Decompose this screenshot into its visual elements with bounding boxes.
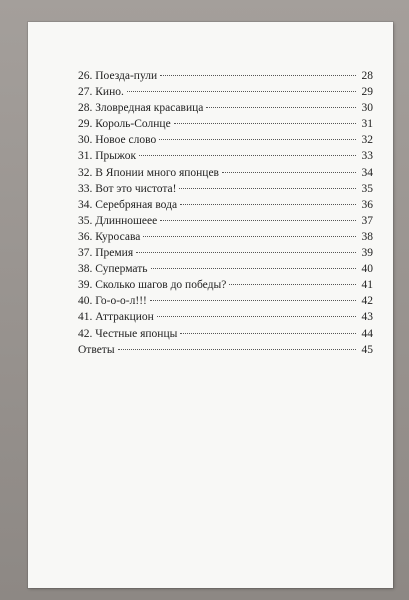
dot-leader (174, 123, 356, 124)
dot-leader (136, 252, 356, 253)
table-of-contents (78, 68, 373, 358)
toc-entry-page: 29 (361, 86, 373, 99)
toc-entry-page: 28 (361, 70, 373, 82)
toc-entry-title: 40. Го-о-о-л!!! (78, 295, 147, 308)
dot-leader (160, 75, 356, 76)
toc-entry (78, 165, 373, 181)
toc-entry (78, 116, 373, 132)
toc-entry-page: 42 (361, 295, 373, 308)
toc-entry-page: 38 (361, 230, 373, 243)
toc-entry-title: 29. Король-Солнце (78, 118, 171, 131)
toc-entry-title: 35. Длинношеее (78, 214, 158, 227)
toc-entry-title: 38. Супермать (78, 263, 148, 276)
toc-entry-page: 32 (361, 134, 373, 147)
toc-entry (78, 68, 373, 84)
toc-entry-title: 42. Честные японцы (78, 327, 178, 340)
toc-entry-title: 27. Кино. (78, 86, 124, 99)
toc-entry-page: 34 (361, 166, 373, 179)
dot-leader (143, 236, 356, 237)
toc-entry-title: 32. В Японии много японцев (78, 166, 219, 179)
toc-entry (78, 342, 373, 358)
dot-leader (160, 220, 356, 221)
dot-leader (151, 268, 357, 269)
toc-entry-title: 39. Сколько шагов до победы? (78, 279, 227, 292)
toc-entry (78, 84, 373, 100)
toc-entry (78, 148, 373, 164)
toc-entry-title: 28. Зловредная красавица (78, 102, 204, 115)
toc-entry (78, 261, 373, 277)
toc-entry (78, 132, 373, 148)
toc-entry-page: 45 (361, 343, 373, 356)
toc-entry-page: 30 (361, 102, 373, 115)
dot-leader (179, 188, 356, 189)
toc-entry (78, 326, 373, 342)
dot-leader (150, 300, 356, 301)
toc-entry-page: 37 (361, 214, 373, 227)
toc-entry-page: 35 (361, 182, 373, 195)
toc-entry-title: 34. Серебряная вода (78, 198, 178, 211)
dot-leader (222, 172, 356, 173)
toc-entry-page: 44 (361, 327, 373, 340)
toc-entry (78, 100, 373, 116)
toc-entry (78, 213, 373, 229)
toc-entry-page: 41 (361, 279, 373, 292)
toc-entry (78, 293, 373, 309)
toc-entry-title: 37. Премия (78, 247, 134, 260)
toc-entry-title: 36. Куросава (78, 230, 141, 243)
toc-entry-title: 26. Поезда-пули (78, 70, 158, 82)
toc-entry (78, 309, 373, 325)
toc-entry (78, 245, 373, 261)
dot-leader (159, 139, 356, 140)
dot-leader (180, 333, 356, 334)
toc-entry-page: 33 (361, 150, 373, 163)
toc-entry-title: 33. Вот это чистота! (78, 182, 177, 195)
toc-entry (78, 277, 373, 293)
dot-leader (127, 91, 356, 92)
toc-entry-page: 40 (361, 263, 373, 276)
toc-entry (78, 181, 373, 197)
dot-leader (229, 284, 356, 285)
toc-entry-page: 31 (361, 118, 373, 131)
toc-entry (78, 229, 373, 245)
dot-leader (206, 107, 356, 108)
toc-entry-page: 36 (361, 198, 373, 211)
toc-entry-title: 30. Новое слово (78, 134, 157, 147)
dot-leader (157, 316, 356, 317)
toc-entry-title: 41. Аттракцион (78, 311, 154, 324)
toc-entry-title: Ответы (78, 343, 115, 356)
toc-entry-page: 43 (361, 311, 373, 324)
toc-entry-title: 31. Прыжок (78, 150, 137, 163)
dot-leader (118, 349, 356, 350)
toc-entry-page: 39 (361, 247, 373, 260)
dot-leader (180, 204, 356, 205)
toc-entry (78, 197, 373, 213)
dot-leader (139, 155, 356, 156)
